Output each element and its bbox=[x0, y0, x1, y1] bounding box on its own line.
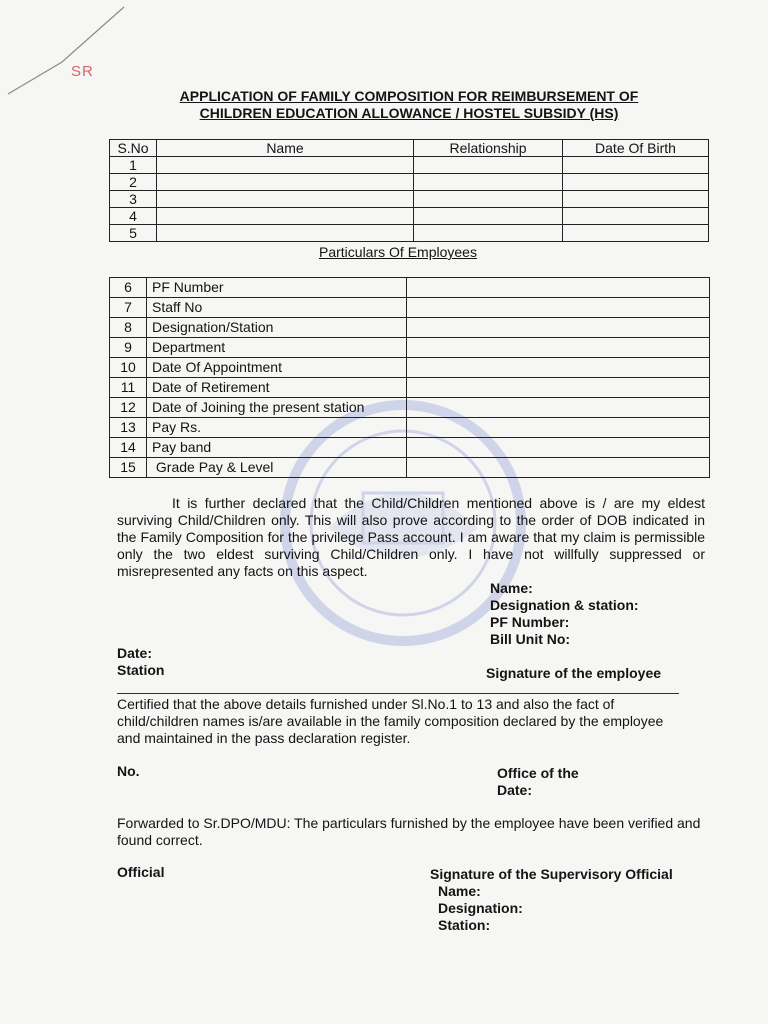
employee-designation-label: Designation & station: bbox=[490, 597, 639, 613]
certification-text: Certified that the above details furnished under Sl.No.1 to 13 and also the fact of child/children names is/are available in the family composition declared by the employee and maintained in the pass declaration register. bbox=[117, 696, 664, 746]
name-cell[interactable] bbox=[157, 225, 414, 242]
form-title-line-1: APPLICATION OF FAMILY COMPOSITION FOR REIMBURSEMENT OF bbox=[179, 88, 639, 104]
particulars-heading: Particulars Of Employees bbox=[319, 244, 477, 260]
employee-signature-label: Signature of the employee bbox=[486, 665, 662, 681]
relationship-cell[interactable] bbox=[414, 157, 563, 174]
dob-cell[interactable] bbox=[563, 174, 709, 191]
staff-no-value-cell[interactable] bbox=[407, 298, 710, 318]
relationship-cell[interactable] bbox=[414, 191, 563, 208]
header-date-of-birth: Date Of Birth bbox=[563, 140, 709, 157]
row-number: 10 bbox=[110, 358, 147, 378]
name-cell[interactable] bbox=[157, 157, 414, 174]
employee-particulars-table bbox=[109, 277, 710, 478]
dob-cell[interactable] bbox=[563, 208, 709, 225]
table-row bbox=[110, 225, 709, 242]
name-cell[interactable] bbox=[157, 191, 414, 208]
table-row bbox=[110, 358, 710, 378]
row-number: 13 bbox=[110, 418, 147, 438]
row-sno: 2 bbox=[110, 174, 157, 191]
children-table-header bbox=[110, 140, 709, 157]
row-number: 12 bbox=[110, 398, 147, 418]
table-row bbox=[110, 208, 709, 225]
row-number: 14 bbox=[110, 438, 147, 458]
header-relationship: Relationship bbox=[414, 140, 563, 157]
joining-date-value-cell[interactable] bbox=[407, 398, 710, 418]
office-date-label: Date: bbox=[497, 782, 533, 798]
row-number: 7 bbox=[110, 298, 147, 318]
dob-cell[interactable] bbox=[563, 157, 709, 174]
forwarded-paragraph bbox=[117, 815, 705, 849]
row-number: 15 bbox=[110, 458, 147, 478]
dob-cell[interactable] bbox=[563, 225, 709, 242]
table-row bbox=[110, 174, 709, 191]
table-row bbox=[110, 278, 710, 298]
table-row bbox=[110, 298, 710, 318]
table-row bbox=[110, 191, 709, 208]
declaration-text: It is further declared that the Child/Children mentioned above is / are my eldest surviving Child/Children only. This will also prove according to the order of DOB indicated in the Family Composition for the privilege Pass account. I am aware that my claim is permissible only the two eldest surviving Child/Children only. I have not willfully suppressed or misrepresented any facts on this aspect. bbox=[117, 495, 705, 579]
table-row bbox=[110, 418, 710, 438]
row-number: 9 bbox=[110, 338, 147, 358]
table-row bbox=[110, 338, 710, 358]
row-label: Pay Rs. bbox=[147, 418, 407, 438]
row-sno: 5 bbox=[110, 225, 157, 242]
row-sno: 4 bbox=[110, 208, 157, 225]
forwarded-text: Forwarded to Sr.DPO/MDU: The particulars furnished by the employee have been verified and found correct. bbox=[117, 815, 701, 848]
row-label: Date of Joining the present station bbox=[147, 398, 407, 418]
department-value-cell[interactable] bbox=[407, 338, 710, 358]
row-label: Pay band bbox=[147, 438, 407, 458]
dob-cell[interactable] bbox=[563, 191, 709, 208]
row-sno: 1 bbox=[110, 157, 157, 174]
form-title-line-2: CHILDREN EDUCATION ALLOWANCE / HOSTEL SUBSIDY (HS) bbox=[199, 105, 619, 121]
table-row bbox=[110, 458, 710, 478]
row-label: Staff No bbox=[147, 298, 407, 318]
corner-initials: SR bbox=[71, 63, 94, 80]
row-number: 8 bbox=[110, 318, 147, 338]
folded-corner-mark bbox=[0, 0, 130, 100]
appointment-date-value-cell[interactable] bbox=[407, 358, 710, 378]
office-label: Office of the bbox=[497, 765, 579, 781]
retirement-date-value-cell[interactable] bbox=[407, 378, 710, 398]
employee-pf-number-label: PF Number: bbox=[490, 614, 570, 630]
relationship-cell[interactable] bbox=[414, 174, 563, 191]
supervisory-station-label: Station: bbox=[438, 917, 491, 933]
row-label: Designation/Station bbox=[147, 318, 407, 338]
number-label: No. bbox=[117, 763, 140, 779]
certification-paragraph bbox=[117, 696, 682, 747]
supervisory-signature-label: Signature of the Supervisory Official bbox=[430, 866, 673, 882]
supervisory-designation-label: Designation: bbox=[438, 900, 523, 916]
employee-bill-unit-label: Bill Unit No: bbox=[490, 631, 571, 647]
table-row bbox=[110, 157, 709, 174]
declaration-paragraph bbox=[117, 495, 705, 580]
row-number: 11 bbox=[110, 378, 147, 398]
grade-pay-value-cell[interactable] bbox=[407, 458, 710, 478]
row-label: Date of Retirement bbox=[147, 378, 407, 398]
relationship-cell[interactable] bbox=[414, 208, 563, 225]
pay-value-cell[interactable] bbox=[407, 418, 710, 438]
designation-value-cell[interactable] bbox=[407, 318, 710, 338]
row-label: Grade Pay & Level bbox=[147, 458, 407, 478]
header-name: Name bbox=[157, 140, 414, 157]
official-label: Official bbox=[117, 864, 165, 880]
section-divider bbox=[117, 693, 679, 694]
name-cell[interactable] bbox=[157, 208, 414, 225]
table-row bbox=[110, 398, 710, 418]
table-row bbox=[110, 438, 710, 458]
station-label: Station bbox=[117, 662, 165, 678]
relationship-cell[interactable] bbox=[414, 225, 563, 242]
children-table bbox=[109, 139, 709, 242]
row-sno: 3 bbox=[110, 191, 157, 208]
row-label: Date Of Appointment bbox=[147, 358, 407, 378]
row-label: Department bbox=[147, 338, 407, 358]
table-row bbox=[110, 378, 710, 398]
date-label: Date: bbox=[117, 645, 153, 661]
header-sno: S.No bbox=[110, 140, 157, 157]
pay-band-value-cell[interactable] bbox=[407, 438, 710, 458]
supervisory-name-label: Name: bbox=[438, 883, 481, 899]
employee-name-label: Name: bbox=[490, 580, 533, 596]
pf-number-value-cell[interactable] bbox=[407, 278, 710, 298]
name-cell[interactable] bbox=[157, 174, 414, 191]
row-label: PF Number bbox=[147, 278, 407, 298]
row-number: 6 bbox=[110, 278, 147, 298]
table-row bbox=[110, 318, 710, 338]
